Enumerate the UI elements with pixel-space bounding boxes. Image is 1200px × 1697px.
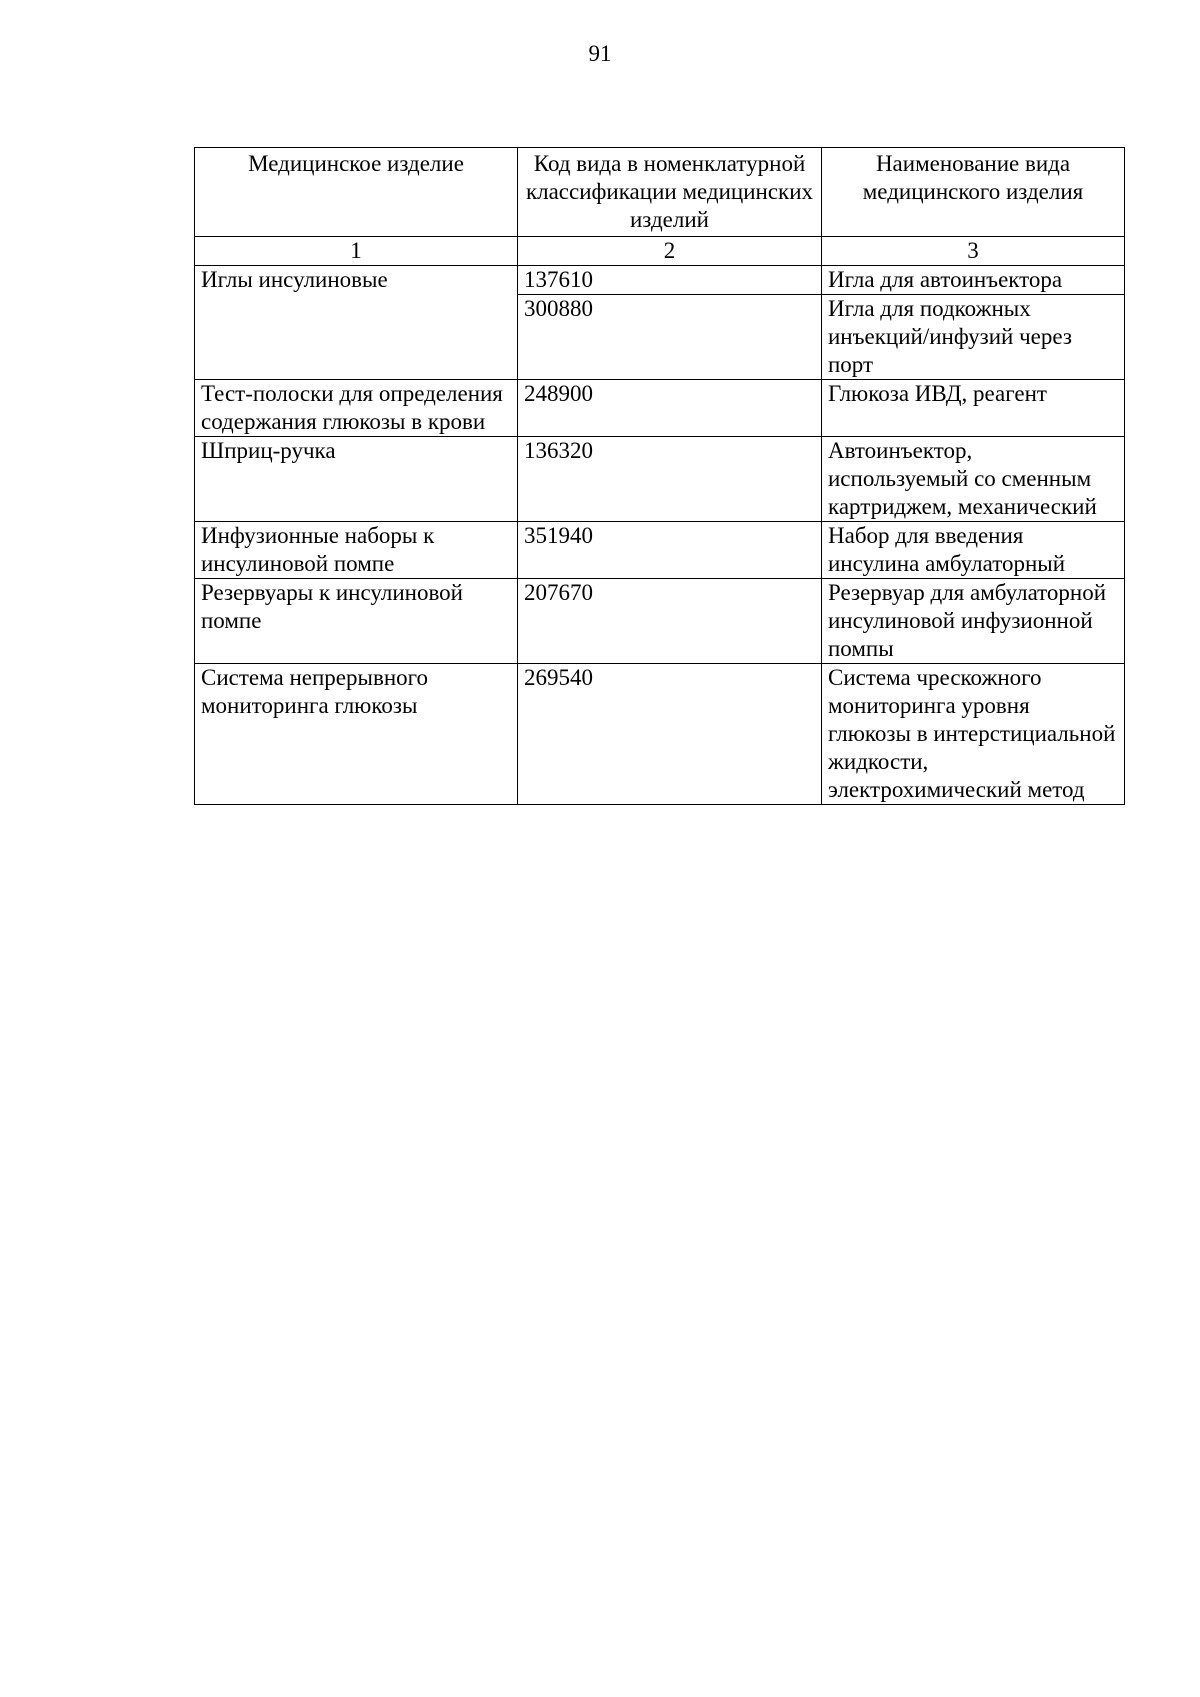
device-cell: Тест-полоски для определения содержания глюкозы в крови	[195, 380, 518, 437]
column-numbers-row	[195, 237, 1125, 266]
type-name-cell: Резервуар для амбулаторной инсулиновой инфузионной помпы	[822, 579, 1125, 664]
code-cell: 248900	[518, 380, 822, 437]
table-row	[195, 664, 1125, 805]
column-number: 2	[518, 237, 822, 266]
code-cell: 137610	[518, 266, 822, 295]
device-cell: Инфузионные наборы к инсулиновой помпе	[195, 522, 518, 579]
code-cell: 136320	[518, 437, 822, 522]
type-name-cell: Игла для подкожных инъекций/инфузий через порт	[822, 295, 1125, 380]
device-cell: Система непрерывного мониторинга глюкозы	[195, 664, 518, 805]
code-cell: 300880	[518, 295, 822, 380]
table-row	[195, 266, 1125, 295]
page-number: 91	[588, 41, 612, 66]
device-cell: Резервуары к инсулиновой помпе	[195, 579, 518, 664]
table-row	[195, 380, 1125, 437]
type-name-cell: Глюкоза ИВД, реагент	[822, 380, 1125, 437]
device-cell: Шприц-ручка	[195, 437, 518, 522]
table-header-row	[195, 148, 1125, 237]
type-name-cell: Игла для автоинъектора	[822, 266, 1125, 295]
table-row	[195, 437, 1125, 522]
type-name-cell: Набор для введения инсулина амбулаторный	[822, 522, 1125, 579]
table-row	[195, 522, 1125, 579]
type-name-cell: Система чрескожного мониторинга уровня глюкозы в интерстициальной жидкости, электрохимический метод	[822, 664, 1125, 805]
header-type-code: Код вида в номенклатурной классификации медицинских изделий	[518, 148, 822, 237]
table-row	[195, 579, 1125, 664]
medical-devices-table	[194, 147, 1125, 805]
header-medical-device: Медицинское изделие	[195, 148, 518, 237]
device-cell: Иглы инсулиновые	[195, 266, 518, 380]
code-cell: 269540	[518, 664, 822, 805]
header-type-name: Наименование вида медицинского изделия	[822, 148, 1125, 237]
column-number: 1	[195, 237, 518, 266]
code-cell: 207670	[518, 579, 822, 664]
code-cell: 351940	[518, 522, 822, 579]
column-number: 3	[822, 237, 1125, 266]
type-name-cell: Автоинъектор, используемый со сменным картриджем, механический	[822, 437, 1125, 522]
